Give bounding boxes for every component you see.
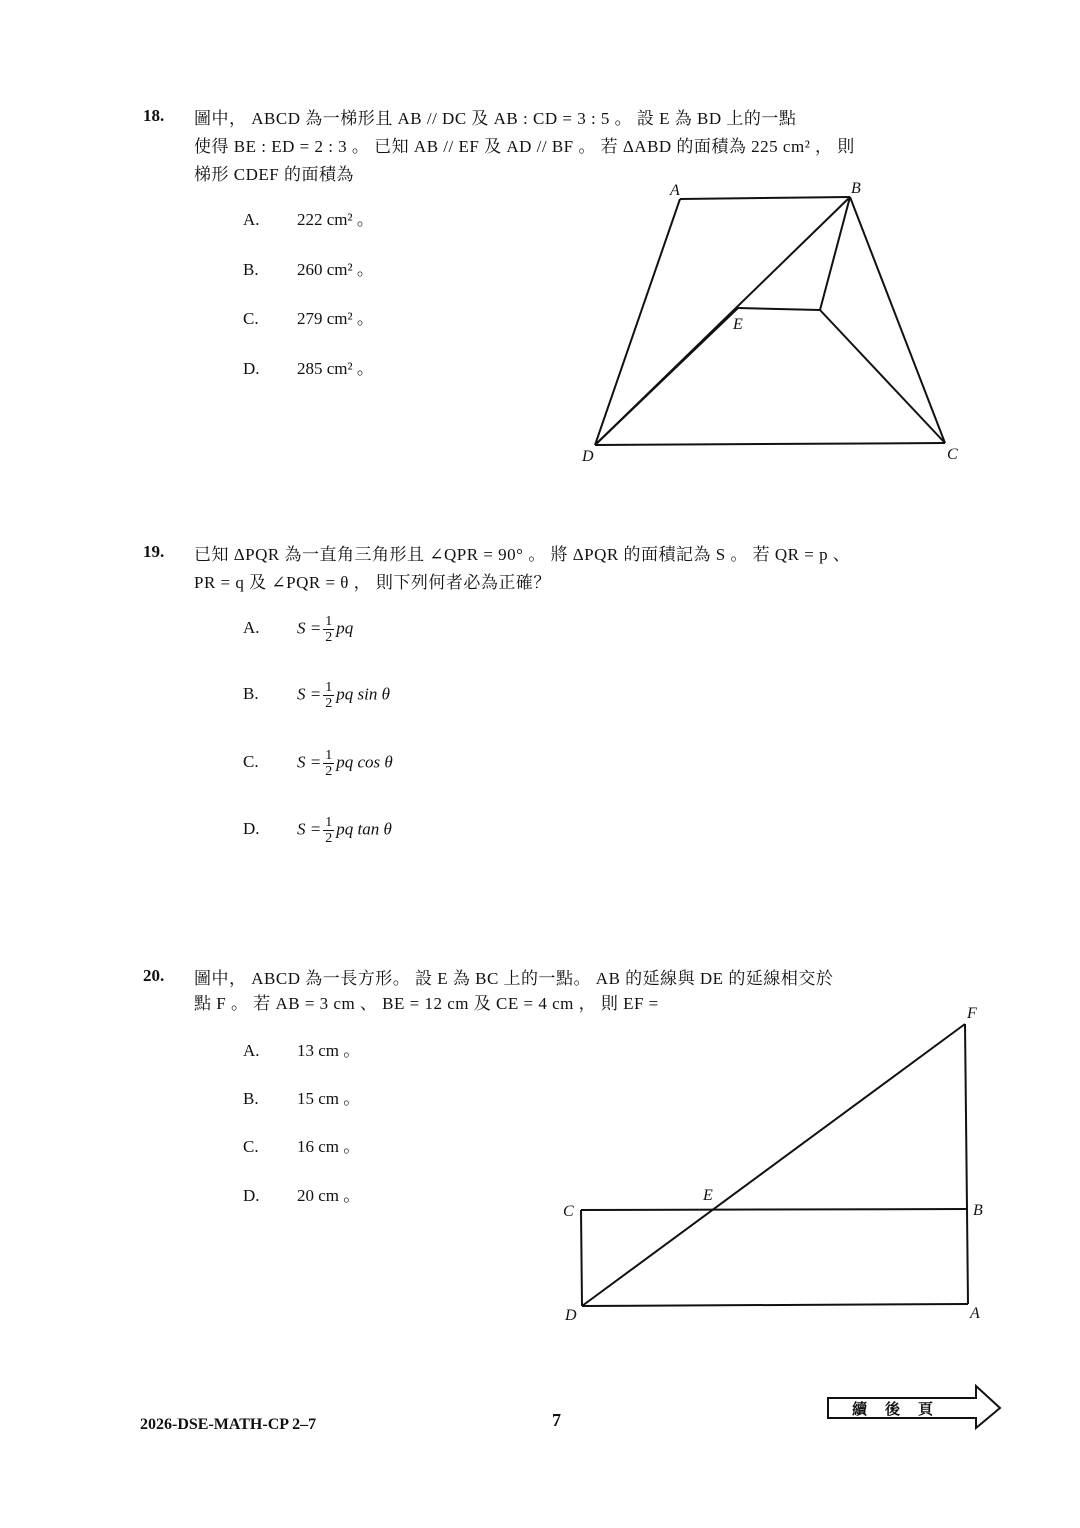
q20-option-c: C. 16 cm 。 <box>243 1137 361 1156</box>
q19-line1: 已知 ΔPQR 為一直角三角形且 ∠QPR = 90° 。 將 ΔPQR 的面積記為 S 。 若 QR = p 、 <box>194 545 851 564</box>
side-ba <box>967 1209 968 1304</box>
side-dc <box>581 1210 582 1306</box>
q20-line1: 圖中， ABCD 為一長方形。 設 E 為 BC 上的一點。 AB 的延線與 DE 的延線相交於 <box>194 969 834 988</box>
q18-option-c: C. 279 cm² 。 <box>243 309 374 328</box>
side-ad <box>582 1304 968 1306</box>
q18-option-d: D. 285 cm² 。 <box>243 359 374 378</box>
side-da <box>595 199 680 445</box>
q20-rectangle-figure <box>555 1000 995 1330</box>
q19-option-d: D. S = $\frac{1}{2}$ pq tan θ <box>243 815 392 846</box>
q18-line3: 梯形 CDEF 的面積為 <box>194 165 354 184</box>
q18-option-a: A. 222 cm² 。 <box>243 210 374 229</box>
q19-line2: PR = q 及 ∠PQR = θ ， 則下列何者必為正確？ <box>194 573 551 592</box>
segment-fc <box>820 310 945 443</box>
line-df <box>582 1024 965 1306</box>
q18-option-b: B. 260 cm² 。 <box>243 260 374 279</box>
label-f: F <box>967 1005 977 1022</box>
segment-ed <box>595 308 738 445</box>
label-a: A <box>670 182 680 199</box>
q20-number: 20. <box>143 966 165 985</box>
paper-code: 2026-DSE-MATH-CP 2–7 <box>140 1416 317 1433</box>
label-c: C <box>947 446 958 463</box>
label-d: D <box>582 448 594 465</box>
q20-option-d: D. 20 cm 。 <box>243 1186 361 1205</box>
side-ab <box>680 197 850 199</box>
label-b: B <box>851 180 861 197</box>
segment-bf <box>820 197 850 310</box>
label-e: E <box>733 316 743 333</box>
extension-bf <box>965 1024 967 1209</box>
q20-line2: 點 F 。 若 AB = 3 cm 、 BE = 12 cm 及 CE = 4 cm ， 則 EF = <box>194 994 659 1013</box>
label-a: A <box>970 1305 980 1322</box>
q19-option-b: B. S = $\frac{1}{2}$ pq sin θ <box>243 680 390 711</box>
q18-line1: 圖中， ABCD 為一梯形且 AB // DC 及 AB : CD = 3 : 5 。 設 E 為 BD 上的一點 <box>194 109 797 128</box>
side-cd <box>595 443 945 445</box>
label-d: D <box>565 1307 577 1324</box>
q18-trapezium-figure <box>570 175 970 470</box>
page-number: 7 <box>552 1410 561 1430</box>
q19-option-c: C. S = $\frac{1}{2}$ pq cos θ <box>243 748 393 779</box>
label-b: B <box>973 1202 983 1219</box>
q18-number: 18. <box>143 106 165 125</box>
continue-label: 續後頁 <box>852 1400 952 1418</box>
q20-option-b: B. 15 cm 。 <box>243 1089 361 1108</box>
side-bc <box>850 197 945 443</box>
segment-ef <box>738 308 820 310</box>
q19-number: 19. <box>143 542 165 561</box>
q18-line2: 使得 BE : ED = 2 : 3 。 已知 AB // EF 及 AD // BF 。 若 ΔABD 的面積為 225 cm² ， 則 <box>194 137 855 156</box>
side-cb <box>581 1209 967 1210</box>
label-c: C <box>563 1203 574 1220</box>
q19-option-a: A. S = $\frac{1}{2}$ pq <box>243 614 354 645</box>
q20-option-a: A. 13 cm 。 <box>243 1041 361 1060</box>
label-e: E <box>703 1187 713 1204</box>
